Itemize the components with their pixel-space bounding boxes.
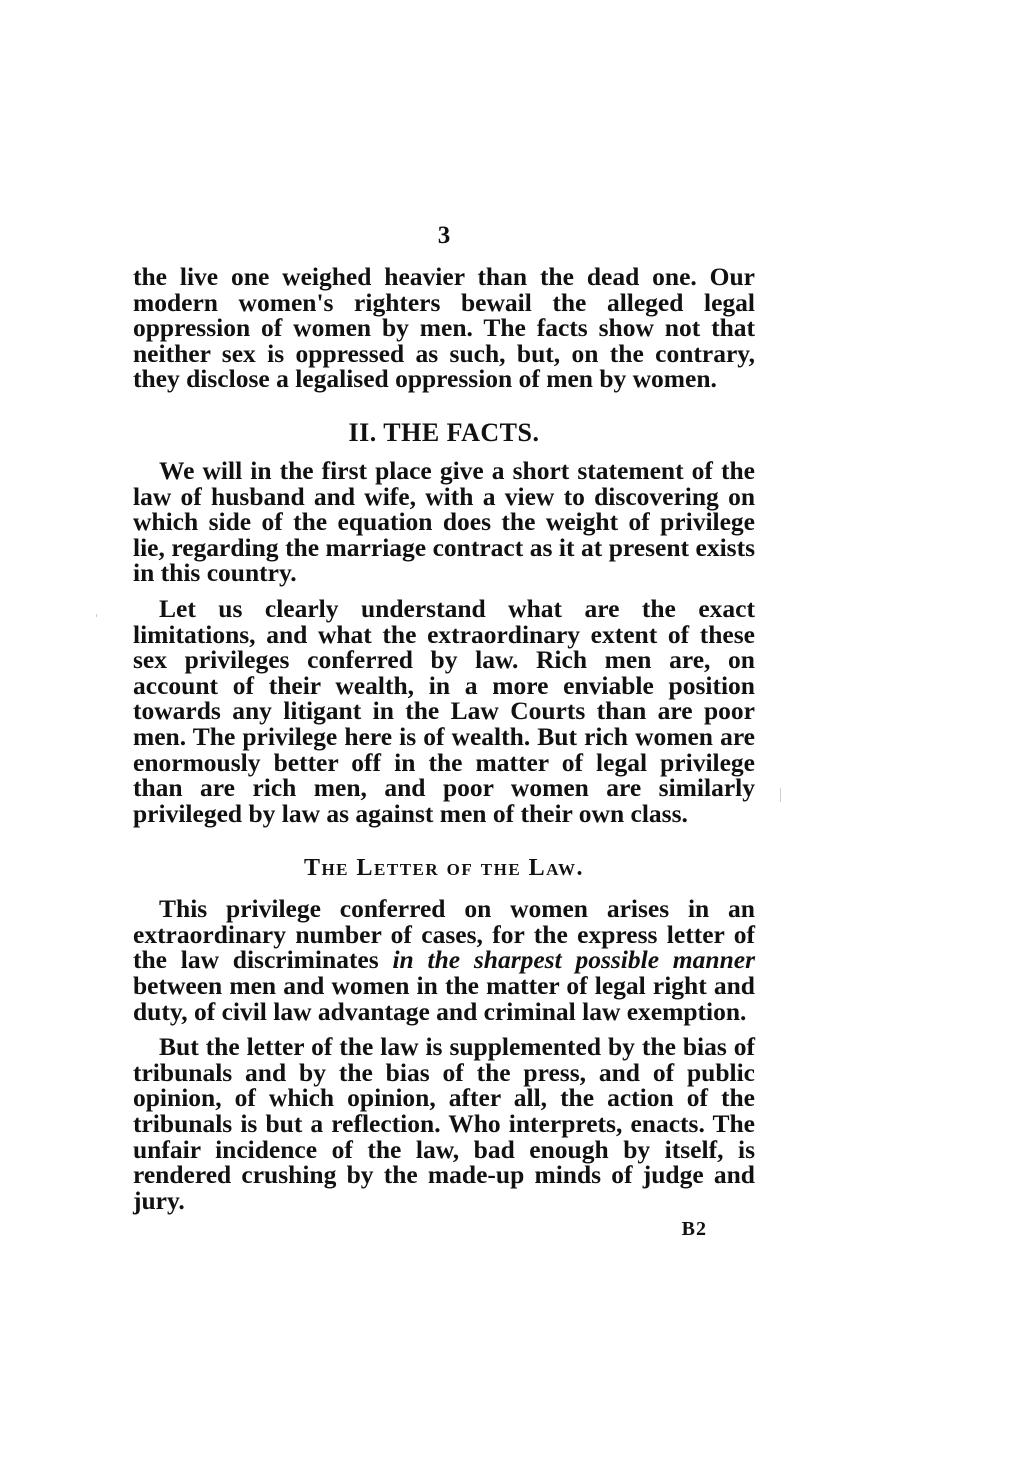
- page-number: 3: [437, 222, 451, 249]
- subsection-paragraph-2: But the letter of the law is supplemented by the bias of tribunals and by the bias of the press, and of public opinion, of which opinion, after all, the action of the tribunals is but a reflection. Who interprets, enacts. The unfair incidence of the law, bad enough by itself, is rendered crushing by the made-up minds of judge and jury.: [133, 1032, 755, 1215]
- scan-speck: [780, 788, 781, 802]
- signature-mark: B2: [681, 1218, 707, 1241]
- subsection-heading: The Letter of the Law.: [303, 855, 585, 882]
- section-heading: II. THE FACTS.: [348, 417, 540, 447]
- intro-paragraph: the live one weighed heavier than the dead one. Our modern women's righters bewail the alleged legal oppression of women by men. The facts show not that neither sex is oppressed as such, but, on the contrary, they disclose a legalised oppression of men by women.: [133, 262, 755, 394]
- section-paragraph-1: We will in the first place give a short statement of the law of husband and wife, with a view to discovering on which side of the equation does the weight of privilege lie, regarding the marriage contract as it at present exists in this country.: [133, 455, 755, 588]
- paragraph-text: between men and women in the matter of legal right and duty, of civil law advantage and criminal law exemption.: [133, 971, 755, 1026]
- paragraph-text: This privilege conferred on women arises in an extraordinary number of cases, for the express letter of the law discriminates: [133, 894, 755, 975]
- subsection-paragraph-1: [133, 896, 755, 1024]
- scan-speck: [96, 614, 97, 617]
- text-column: [133, 222, 755, 1241]
- emphasized-text: in the sharpest possible manner: [392, 945, 755, 975]
- section-paragraph-2: Let us clearly understand what are the exact limitations, and what the extraordinary extent of these sex privileges conferred by law. Rich men are, on account of their wealth, in a more enviable position towards any litigant in the Law Courts than are poor men. The privilege here is of wealth. But rich women are enormously better off in the matter of legal privilege than are rich men, and poor women are similarly privileged by law as against men of their own class.: [133, 593, 755, 828]
